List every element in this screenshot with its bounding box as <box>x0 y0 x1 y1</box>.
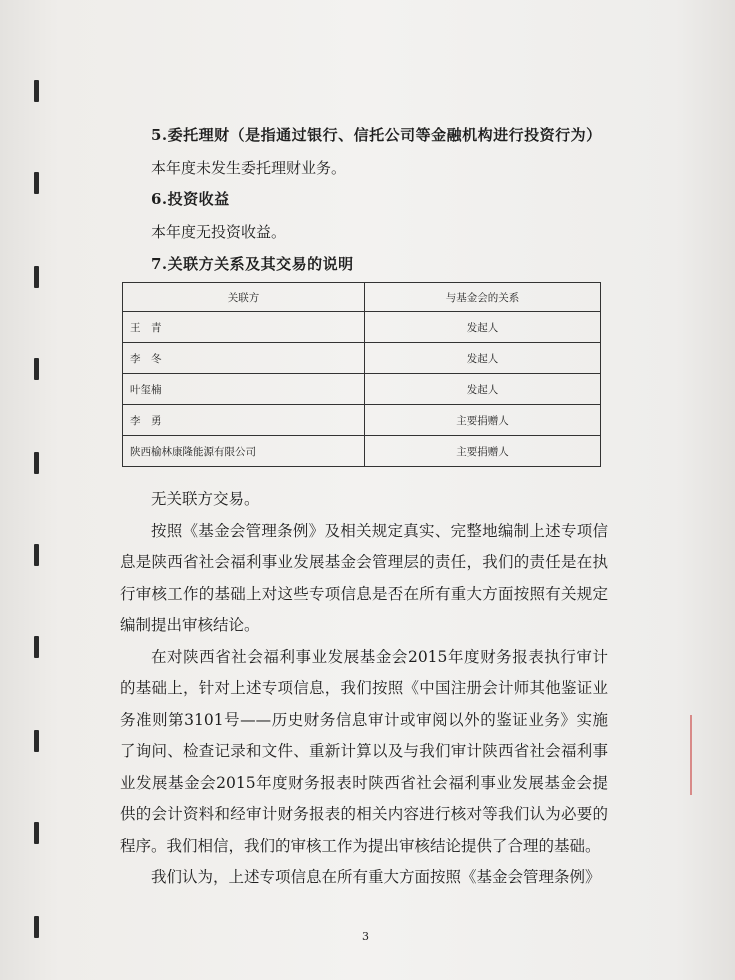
section-7-heading: 7.关联方关系及其交易的说明 <box>151 255 354 273</box>
relation-cell: 主要捐赠人 <box>365 436 601 467</box>
paragraph-conclusion: 我们认为，上述专项信息在所有重大方面按照《基金会管理条例》 <box>151 868 601 886</box>
section-6-heading: 6.投资收益 <box>151 190 230 208</box>
party-name-cell: 叶玺楠 <box>123 374 365 405</box>
relation-cell: 发起人 <box>365 374 601 405</box>
relation-cell: 主要捐赠人 <box>365 405 601 436</box>
punch-hole-mark <box>34 452 39 474</box>
punch-hole-mark <box>34 822 39 844</box>
table-row <box>123 405 601 436</box>
party-name-cell: 陕西榆林康隆能源有限公司 <box>123 436 365 467</box>
punch-hole-mark <box>34 266 39 288</box>
punch-hole-mark <box>34 636 39 658</box>
punch-hole-mark <box>34 358 39 380</box>
table-row <box>123 374 601 405</box>
table-row <box>123 436 601 467</box>
party-name-cell: 李 冬 <box>123 343 365 374</box>
punch-hole-mark <box>34 172 39 194</box>
table-header-row <box>123 283 601 312</box>
table-row <box>123 312 601 343</box>
section-6-text: 本年度无投资收益。 <box>151 223 287 241</box>
table-row <box>123 343 601 374</box>
punch-hole-mark <box>34 730 39 752</box>
seal-stamp-edge <box>690 715 714 795</box>
page-number: 3 <box>362 930 369 943</box>
paragraph-audit-procedures: 在对陕西省社会福利事业发展基金会2015年度财务报表执行审计的基础上，针对上述专项信息，我们按照《中国注册会计师其他鉴证业务准则第3101号——历史财务信息审计或审阅以外的鉴证业务》实施了询问、检查记录和文件、重新计算以及与我们审计陕西省社会福利事业发展基金会2015年度财务报表时陕西省社会福利事业发展基金会提供的会计资料和经审计财务报表的相关内容进行核对等我们认为必要的程序。我们相信，我们的审核工作为提出审核结论提供了合理的基础。 <box>120 647 608 855</box>
punch-hole-mark <box>34 544 39 566</box>
related-party-table <box>122 282 601 467</box>
party-name-cell: 王 青 <box>123 312 365 343</box>
paragraph-no-transactions: 无关联方交易。 <box>151 490 260 508</box>
column-header-party: 关联方 <box>123 283 365 312</box>
punch-hole-mark <box>34 916 39 938</box>
party-name-cell: 李 勇 <box>123 405 365 436</box>
body-text <box>120 484 608 894</box>
paragraph-responsibility: 按照《基金会管理条例》及相关规定真实、完整地编制上述专项信息是陕西省社会福利事业发展基金会管理层的责任，我们的责任是在执行审核工作的基础上对这些专项信息是否在所有重大方面按照有关规定编制提出审核结论。 <box>120 521 608 634</box>
relation-cell: 发起人 <box>365 312 601 343</box>
punch-hole-mark <box>34 80 39 102</box>
relation-cell: 发起人 <box>365 343 601 374</box>
section-5-text: 本年度未发生委托理财业务。 <box>151 159 347 177</box>
column-header-relation: 与基金会的关系 <box>365 283 601 312</box>
section-5-heading: 5.委托理财（是指通过银行、信托公司等金融机构进行投资行为） <box>151 126 602 144</box>
